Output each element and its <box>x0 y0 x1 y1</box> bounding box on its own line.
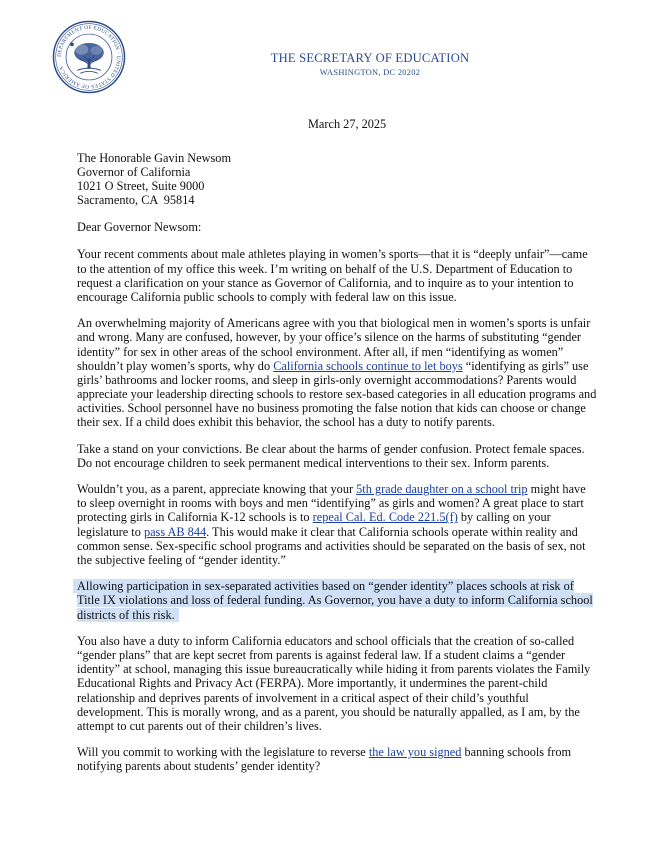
recipient-city: Sacramento, CA 95814 <box>77 193 195 208</box>
highlighted-text: Allowing participation in sex-separated activities based on “gender identity” places schools at risk of Title IX violations and loss of federal funding. As Governor, you have a duty to inform California school districts of this risk. <box>77 579 593 622</box>
department-of-education-seal-icon <box>52 20 126 94</box>
salutation: Dear Governor Newsom: <box>77 220 202 235</box>
paragraph-1: Your recent comments about male athletes playing in women’s sports—that it is “deeply unfair”—came to the attention of my office this week. I’m writing on behalf of the U.S. Department of Education to request a clarification on your stance as Governor of California, and to inquire as to your intention to encourage California public schools to comply with federal law on this issue. <box>77 247 588 304</box>
paragraph-2-text-b: “identifying as girls” use girls’ bathrooms and locker rooms, and sleep in girls-only overnight accommodations? Parents would appreciate your leadership directing schools to restore sex-based categories in all education programs and activities. School personnel have no business promoting the false notion that kids can choose or change their sex. If a child does exhibit this behavior, the school has a duty to notify parents. <box>77 358 597 429</box>
recipient-street: 1021 O Street, Suite 9000 <box>77 179 205 194</box>
letterhead <box>200 50 540 79</box>
paragraph-4-text-b: might have to sleep overnight in rooms with boys and men “identifying” as girls and women? A great place to start protecting girls in California K-12 schools is to <box>77 482 586 525</box>
recipient-address <box>77 151 597 207</box>
paragraph-4-text-c: by calling on your legislature to <box>77 510 551 539</box>
link-repeal-ed-code[interactable]: repeal Cal. Ed. Code 221.5(f) <box>312 510 458 525</box>
link-school-trip[interactable]: 5th grade daughter on a school trip <box>356 482 528 497</box>
link-pass-ab-844[interactable]: pass AB 844 <box>143 524 207 539</box>
recipient-title: Governor of California <box>77 165 191 180</box>
paragraph-2 <box>77 316 597 429</box>
paragraph-4-text-d: . This would make it clear that California schools operate within reality and common sense. Sex-specific school programs and activities should be separated on the basis of sex, not the subjective feeling of “gender identity.” <box>77 524 586 567</box>
seal-ring-text: DEPARTMENT OF EDUCATION · UNITED STATES OF AMERICA · <box>56 24 122 90</box>
paragraph-3: Take a stand on your convictions. Be clear about the harms of gender confusion. Protect female spaces. Do not encourage children to seek permanent medical interventions to their sex. Inform parents. <box>77 441 585 470</box>
letter-date: March 27, 2025 <box>308 117 387 131</box>
paragraph-7 <box>77 745 597 773</box>
paragraph-2-text-a: An overwhelming majority of Americans agree with you that biological men in women’s sports is unfair and wrong. Many are confused, however, by your office’s silence on the harms of substituting “gender identity” for sex in other areas of the school environment. After all, if men “identifying as women” shouldn’t play women’s sports, why do <box>77 316 591 373</box>
paragraph-4 <box>77 482 597 567</box>
link-california-schools[interactable]: California schools continue to let boys <box>273 358 463 373</box>
paragraph-7-text-a: Will you commit to working with the legislature to reverse <box>77 745 369 760</box>
letterhead-title: THE SECRETARY OF EDUCATION <box>270 51 470 65</box>
paragraph-6: You also have a duty to inform California educators and school officials that the creation of so-called “gender plans” that are kept secret from parents is against federal law. If a student claims a “gender identity” at school, managing this issue bureaucratically while hiding it from parents violates the Family Educational Rights and Privacy Act (FERPA). More importantly, it undermines the parent-child relationship and deprives parents of involvement in a critical aspect of their child’s youthful development. This is morally wrong, and as a parent, you should be naturally appalled, as I am, by the attempt to cut parents out of their children’s lives. <box>77 634 591 733</box>
letterhead-subtitle: WASHINGTON, DC 20202 <box>319 68 421 77</box>
link-law-you-signed[interactable]: the law you signed <box>368 745 462 760</box>
paragraph-7-text-b: banning schools from notifying parents about students’ gender identity? <box>77 745 572 774</box>
letter-body <box>77 151 597 786</box>
paragraph-4-text-a: Wouldn’t you, as a parent, appreciate knowing that your <box>77 482 357 497</box>
recipient-name: The Honorable Gavin Newsom <box>77 151 232 165</box>
paragraph-5-highlighted <box>77 579 597 621</box>
